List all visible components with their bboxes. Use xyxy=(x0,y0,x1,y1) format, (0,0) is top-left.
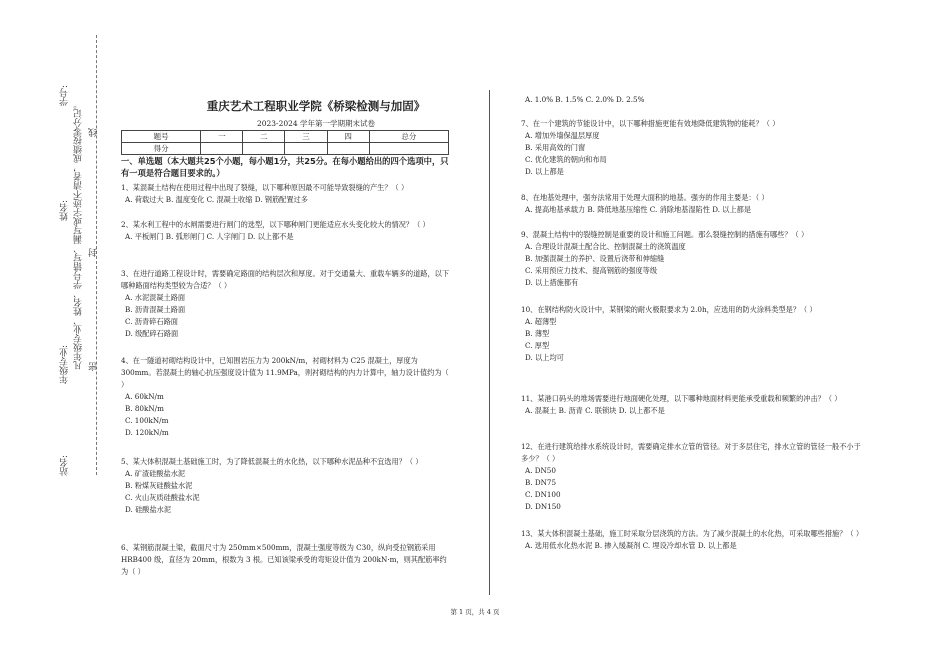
question-stem: 1、某混凝土结构在使用过程中出现了裂缝，以下哪种原因最不可能导致裂缝的产生？（ ） xyxy=(121,183,409,192)
column-divider xyxy=(489,90,490,595)
score-header: 三 xyxy=(285,131,327,143)
score-header: 二 xyxy=(243,131,285,143)
question-option: B. DN75 xyxy=(525,478,557,487)
question-6 xyxy=(121,542,451,578)
question-option: D. 级配碎石路面 xyxy=(125,329,179,338)
question-option: B. 80kN/m xyxy=(125,404,164,413)
score-cell xyxy=(243,143,285,155)
major-label: 年级专业: xyxy=(60,345,70,385)
question-stem: 4、在一隧道衬砌结构设计中，已知围岩压力为 200kN/m，衬砌材料为 C25 混凝土，厚度为 300mm。若混凝土的轴心抗压强度设计值为 11.9MPa，则衬砌结构的内力计算中，轴力设计值约为（ ） xyxy=(121,356,449,389)
question-option: A. 1.0% B. 1.5% C. 2.0% D. 2.5% xyxy=(525,95,645,104)
student-id-label: 学号: xyxy=(60,85,70,107)
score-row-label: 得分 xyxy=(122,143,201,155)
question-stem: 12、在进行建筑给排水系统设计时，需要确定排水立管的管径。对于多层住宅，排水立管的管径一般不小于多少？（ ） xyxy=(521,442,861,463)
score-cell xyxy=(369,143,448,155)
question-4 xyxy=(121,355,451,439)
score-header: 四 xyxy=(327,131,369,143)
question-stem: 11、某港口码头的堆场需要进行地面硬化处理，以下哪种地面材料更能承受重载和频繁的冲击？（ ） xyxy=(521,394,842,403)
question-option: D. 硅酸盐水泥 xyxy=(125,505,172,514)
question-option: C. 厚型 xyxy=(525,341,550,350)
question-11 xyxy=(521,393,861,417)
question-option: A. 平板闸门 B. 弧形闸门 C. 人字闸门 D. 以上都不是 xyxy=(125,232,294,241)
score-header: 一 xyxy=(201,131,243,143)
question-option: A. 矿渣硅酸盐水泥 xyxy=(125,469,186,478)
question-option: A. 合理设计混凝土配合比、控制混凝土的浇筑温度 xyxy=(525,242,686,251)
question-option: D. DN150 xyxy=(525,502,561,511)
question-5 xyxy=(121,456,451,516)
question-option: C. 沥青碎石路面 xyxy=(125,317,178,326)
score-header: 题号 xyxy=(122,131,201,143)
score-cell xyxy=(201,143,243,155)
exam-title: 重庆艺术工程职业学院《桥梁检测与加固》 xyxy=(206,99,426,113)
name-label: 姓名: xyxy=(60,200,70,222)
question-stem: 8、在地基处理中，强夯法常用于处理大面积的地基。强夯的作用主要是：（ ） xyxy=(521,193,769,202)
question-option: A. 水泥混凝土路面 xyxy=(125,293,186,302)
question-stem: 10、在钢结构防火设计中，某钢梁的耐火极限要求为 2.0h，应选用的防火涂料类型是？（ ） xyxy=(521,305,817,314)
seal-xian: 线 xyxy=(89,128,99,137)
question-option: B. 沥青混凝土路面 xyxy=(125,305,186,314)
question-stem: 13、某大体积混凝土基础，施工时采取分层浇筑的方法。为了减少混凝土的水化热，可采取哪些措施？（ ） xyxy=(521,529,864,538)
score-cell xyxy=(285,143,327,155)
question-option: A. 60kN/m xyxy=(125,392,164,401)
question-stem: 9、混凝土结构中的裂缝控制是重要的设计和施工问题。那么裂缝控制的措施有哪些？（ ） xyxy=(521,230,809,239)
question-stem: 7、在一个建筑的节能设计中，以下哪种措施更能有效地降低建筑物的能耗？（ ） xyxy=(521,119,780,128)
question-option: B. 粉煤灰硅酸盐水泥 xyxy=(125,481,193,490)
question-option: A. 超薄型 xyxy=(525,317,557,326)
question-stem: 5、某大体积混凝土基础施工时，为了降低混凝土的水化热，以下哪种水泥品种不宜选用？（ ） xyxy=(121,457,423,466)
question-option: C. 100kN/m xyxy=(125,416,169,425)
seal-feng: 封 xyxy=(89,248,99,257)
score-cell xyxy=(327,143,369,155)
question-option: B. 采用高效的门窗 xyxy=(525,143,586,152)
question-1 xyxy=(121,182,451,206)
question-option: D. 120kN/m xyxy=(125,428,169,437)
question-12 xyxy=(521,441,861,513)
question-6-options xyxy=(521,94,861,106)
score-table-header-row xyxy=(122,131,449,143)
question-stem: 3、在进行道路工程设计时，需要确定路面的结构层次和厚度。对于交通量大、重载车辆多的道路，以下哪种路面结构类型较为合适？（ ） xyxy=(121,269,450,290)
question-10 xyxy=(521,304,861,364)
question-option: C. DN100 xyxy=(525,490,561,499)
question-option: A. 增加外墙保温层厚度 xyxy=(525,131,600,140)
question-option: C. 火山灰质硅酸盐水泥 xyxy=(125,493,200,502)
score-header: 总分 xyxy=(369,131,448,143)
section-heading: 一、单选题（本大题共25个小题，每小题1分，共25分。在每小题给出的四个选项中，只有一项是符合题目要求的。） xyxy=(121,156,449,178)
question-2 xyxy=(121,219,451,243)
question-option: B. 薄型 xyxy=(525,329,550,338)
question-option: A. 荷载过大 B. 温度变化 C. 混凝土收缩 D. 钢筋配置过多 xyxy=(125,195,308,204)
question-option: D. 以上措施都有 xyxy=(525,278,579,287)
exam-subtitle: 2023-2024 学年第一学期期末试卷 xyxy=(256,119,376,128)
question-9 xyxy=(521,229,861,289)
question-3 xyxy=(121,268,451,340)
question-8 xyxy=(521,192,861,216)
question-option: C. 优化建筑的朝向和布局 xyxy=(525,155,607,164)
question-13 xyxy=(521,528,864,552)
score-table-row xyxy=(122,143,449,155)
page-footer: 第 1 页，共 4 页 xyxy=(450,608,500,616)
question-option: A. DN50 xyxy=(525,466,556,475)
question-stem: 2、某水利工程中的水闸需要进行闸门的选型，以下哪种闸门更能适应水头变化较大的情况？（ ） xyxy=(121,220,430,229)
question-option: A. 选用低水化热水泥 B. 掺入缓凝剂 C. 埋设冷却水管 D. 以上都是 xyxy=(525,541,737,550)
seal-mi: 密 xyxy=(89,362,99,371)
exam-site-label: 站名: xyxy=(60,455,70,477)
question-option: D. 以上均可 xyxy=(525,353,564,362)
score-table xyxy=(121,130,449,155)
question-option: A. 混凝土 B. 沥青 C. 联锁块 D. 以上都不是 xyxy=(525,406,665,415)
question-stem: 6、某钢筋混凝土梁，截面尺寸为 250mm×500mm，混凝土强度等级为 C30，纵向受拉钢筋采用 HRB400 级，直径为 20mm，根数为 3 根。已知该梁承受的弯矩设计值为 200kN·m，则其配筋率约为（ ） xyxy=(121,543,447,576)
question-option: B. 加强混凝土的养护、设置后浇带和伸缩缝 xyxy=(525,254,665,263)
question-option: C. 采用预应力技术、提高钢筋的强度等级 xyxy=(525,266,658,275)
question-option: D. 以上都是 xyxy=(525,167,564,176)
question-7 xyxy=(521,118,861,178)
binding-note: 凡年级专业、姓名、学号错写、漏写或字迹不清者，成绩按零分记。 xyxy=(74,100,84,370)
question-option: A. 提高地基承载力 B. 降低地基压缩性 C. 消除地基湿陷性 D. 以上都是 xyxy=(525,205,752,214)
